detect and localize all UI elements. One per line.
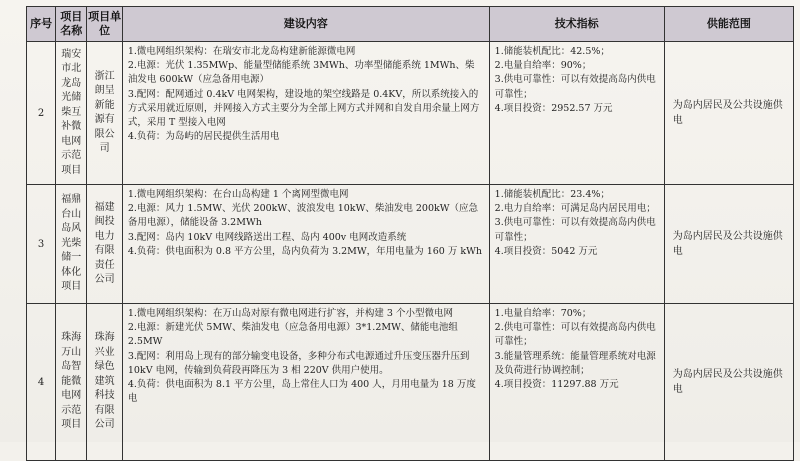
project-name: 福鼎台山岛风光柴储一体化项目 (56, 185, 87, 304)
content-line: 1.微电网组织架构：在瑞安市北龙岛构建新能源微电网 (127, 46, 356, 57)
content-line: 3.配网：岛内 10kV 电网线路送出工程、岛内 400v 电网改造系统 (127, 231, 407, 243)
project-table (26, 6, 794, 461)
tech-line: 3.供电可靠性：可以有效提高岛内供电可靠性； (494, 74, 656, 100)
content-line: 4.负荷：供电面积为 8.1 平方公里，岛上常住人口为 400 人，月用电量为 18 万度电 (127, 379, 476, 405)
tech-line: 3.能量管理系统：能量管理系统对电源及负荷进行协调控制； (494, 350, 656, 376)
construction-content (122, 185, 489, 304)
tech-line: 1.储能装机配比：42.5%； (494, 46, 610, 57)
row-number: 3 (27, 185, 56, 304)
content-line: 2.电源：新建光伏 5MW、柴油发电（应急备用电源）3*1.2MW、储能电池组 2.5MW (127, 322, 458, 348)
technical-indicators (489, 42, 664, 185)
project-name: 瑞安市北龙岛光储柴互补微电网示范项目 (56, 42, 87, 185)
content-line: 4.负荷：供电面积为 0.8 平方公里，岛内负荷为 3.2MW，年用电量为 160 万 kWh (127, 245, 483, 257)
content-line: 3.配网：配网通过 0.4kV 电网架构，建设地的架空线路是 0.4KV，所以系统接入的方式采用就近原则，并网接入方式主要分为全部上网方式并网和自发自用余量上网方式，采用 T 型接入电网 (127, 88, 480, 129)
row-number: 4 (27, 304, 56, 461)
project-unit: 浙江朗呈新能源有限公司 (87, 42, 122, 185)
table-header-row (27, 7, 794, 42)
table-row (27, 185, 794, 304)
technical-indicators (489, 185, 664, 304)
tech-line: 4.项目投资：11297.88 万元 (494, 379, 619, 391)
supply-scope: 为岛内居民及公共设施供电 (664, 185, 793, 304)
header-unit: 项目单位 (87, 7, 122, 42)
table-row (27, 42, 794, 185)
header-name: 项目名称 (56, 7, 87, 42)
header-tech: 技术指标 (489, 7, 664, 42)
header-scope: 供能范围 (664, 7, 793, 42)
project-unit: 珠海兴业绿色建筑科技有限公司 (87, 304, 122, 461)
row-number: 2 (27, 42, 56, 185)
tech-line: 2.电力自给率：可满足岛内居民用电； (494, 203, 656, 215)
table-row (27, 304, 794, 461)
construction-content (122, 304, 489, 461)
project-unit: 福建闽投电力有限责任公司 (87, 185, 122, 304)
content-line: 4.负荷：为岛屿的居民提供生活用电 (127, 131, 280, 143)
content-line: 3.配网：利用岛上现有的部分输变电设备，多种分布式电源通过升压变压器升压到 10kV 电网，传输到负荷段再降压为 3 相 220V 供用户使用。 (127, 350, 470, 376)
tech-line: 3.供电可靠性：可以有效提高岛内供电可靠性； (494, 217, 656, 243)
tech-line: 4.项目投资：2952.57 万元 (494, 102, 613, 114)
header-content: 建设内容 (122, 7, 489, 42)
tech-line: 2.供电可靠性：可以有效提高岛内供电可靠性； (494, 322, 656, 348)
supply-scope: 为岛内居民及公共设施供电 (664, 304, 793, 461)
technical-indicators (489, 304, 664, 461)
tech-line: 1.电量自给率：70%； (494, 308, 592, 319)
supply-scope: 为岛内居民及公共设施供电 (664, 42, 793, 185)
content-line: 2.电源：光伏 1.35MWp、能量型储能系统 3MWh、功率型储能系统 1MWh、柴油发电 600kW（应急备用电源） (127, 60, 475, 86)
tech-line: 2.电量自给率：90%； (494, 60, 592, 72)
project-name: 珠海万山岛智能微电网示范项目 (56, 304, 87, 461)
tech-line: 4.项目投资：5042 万元 (494, 245, 598, 257)
content-line: 1.微电网组织架构：在万山岛对原有微电网进行扩容，并构建 3 个小型微电网 (127, 308, 453, 319)
construction-content (122, 42, 489, 185)
tech-line: 1.储能装机配比：23.4%； (494, 189, 610, 200)
content-line: 2.电源：风力 1.5MW、光伏 200kW、波浪发电 10kW、柴油发电 200kW（应急备用电源），储能设备 3.2MWh (127, 203, 479, 229)
header-no: 序号 (27, 7, 56, 42)
content-line: 1.微电网组织架构：在台山岛构建 1 个离网型微电网 (127, 189, 349, 200)
